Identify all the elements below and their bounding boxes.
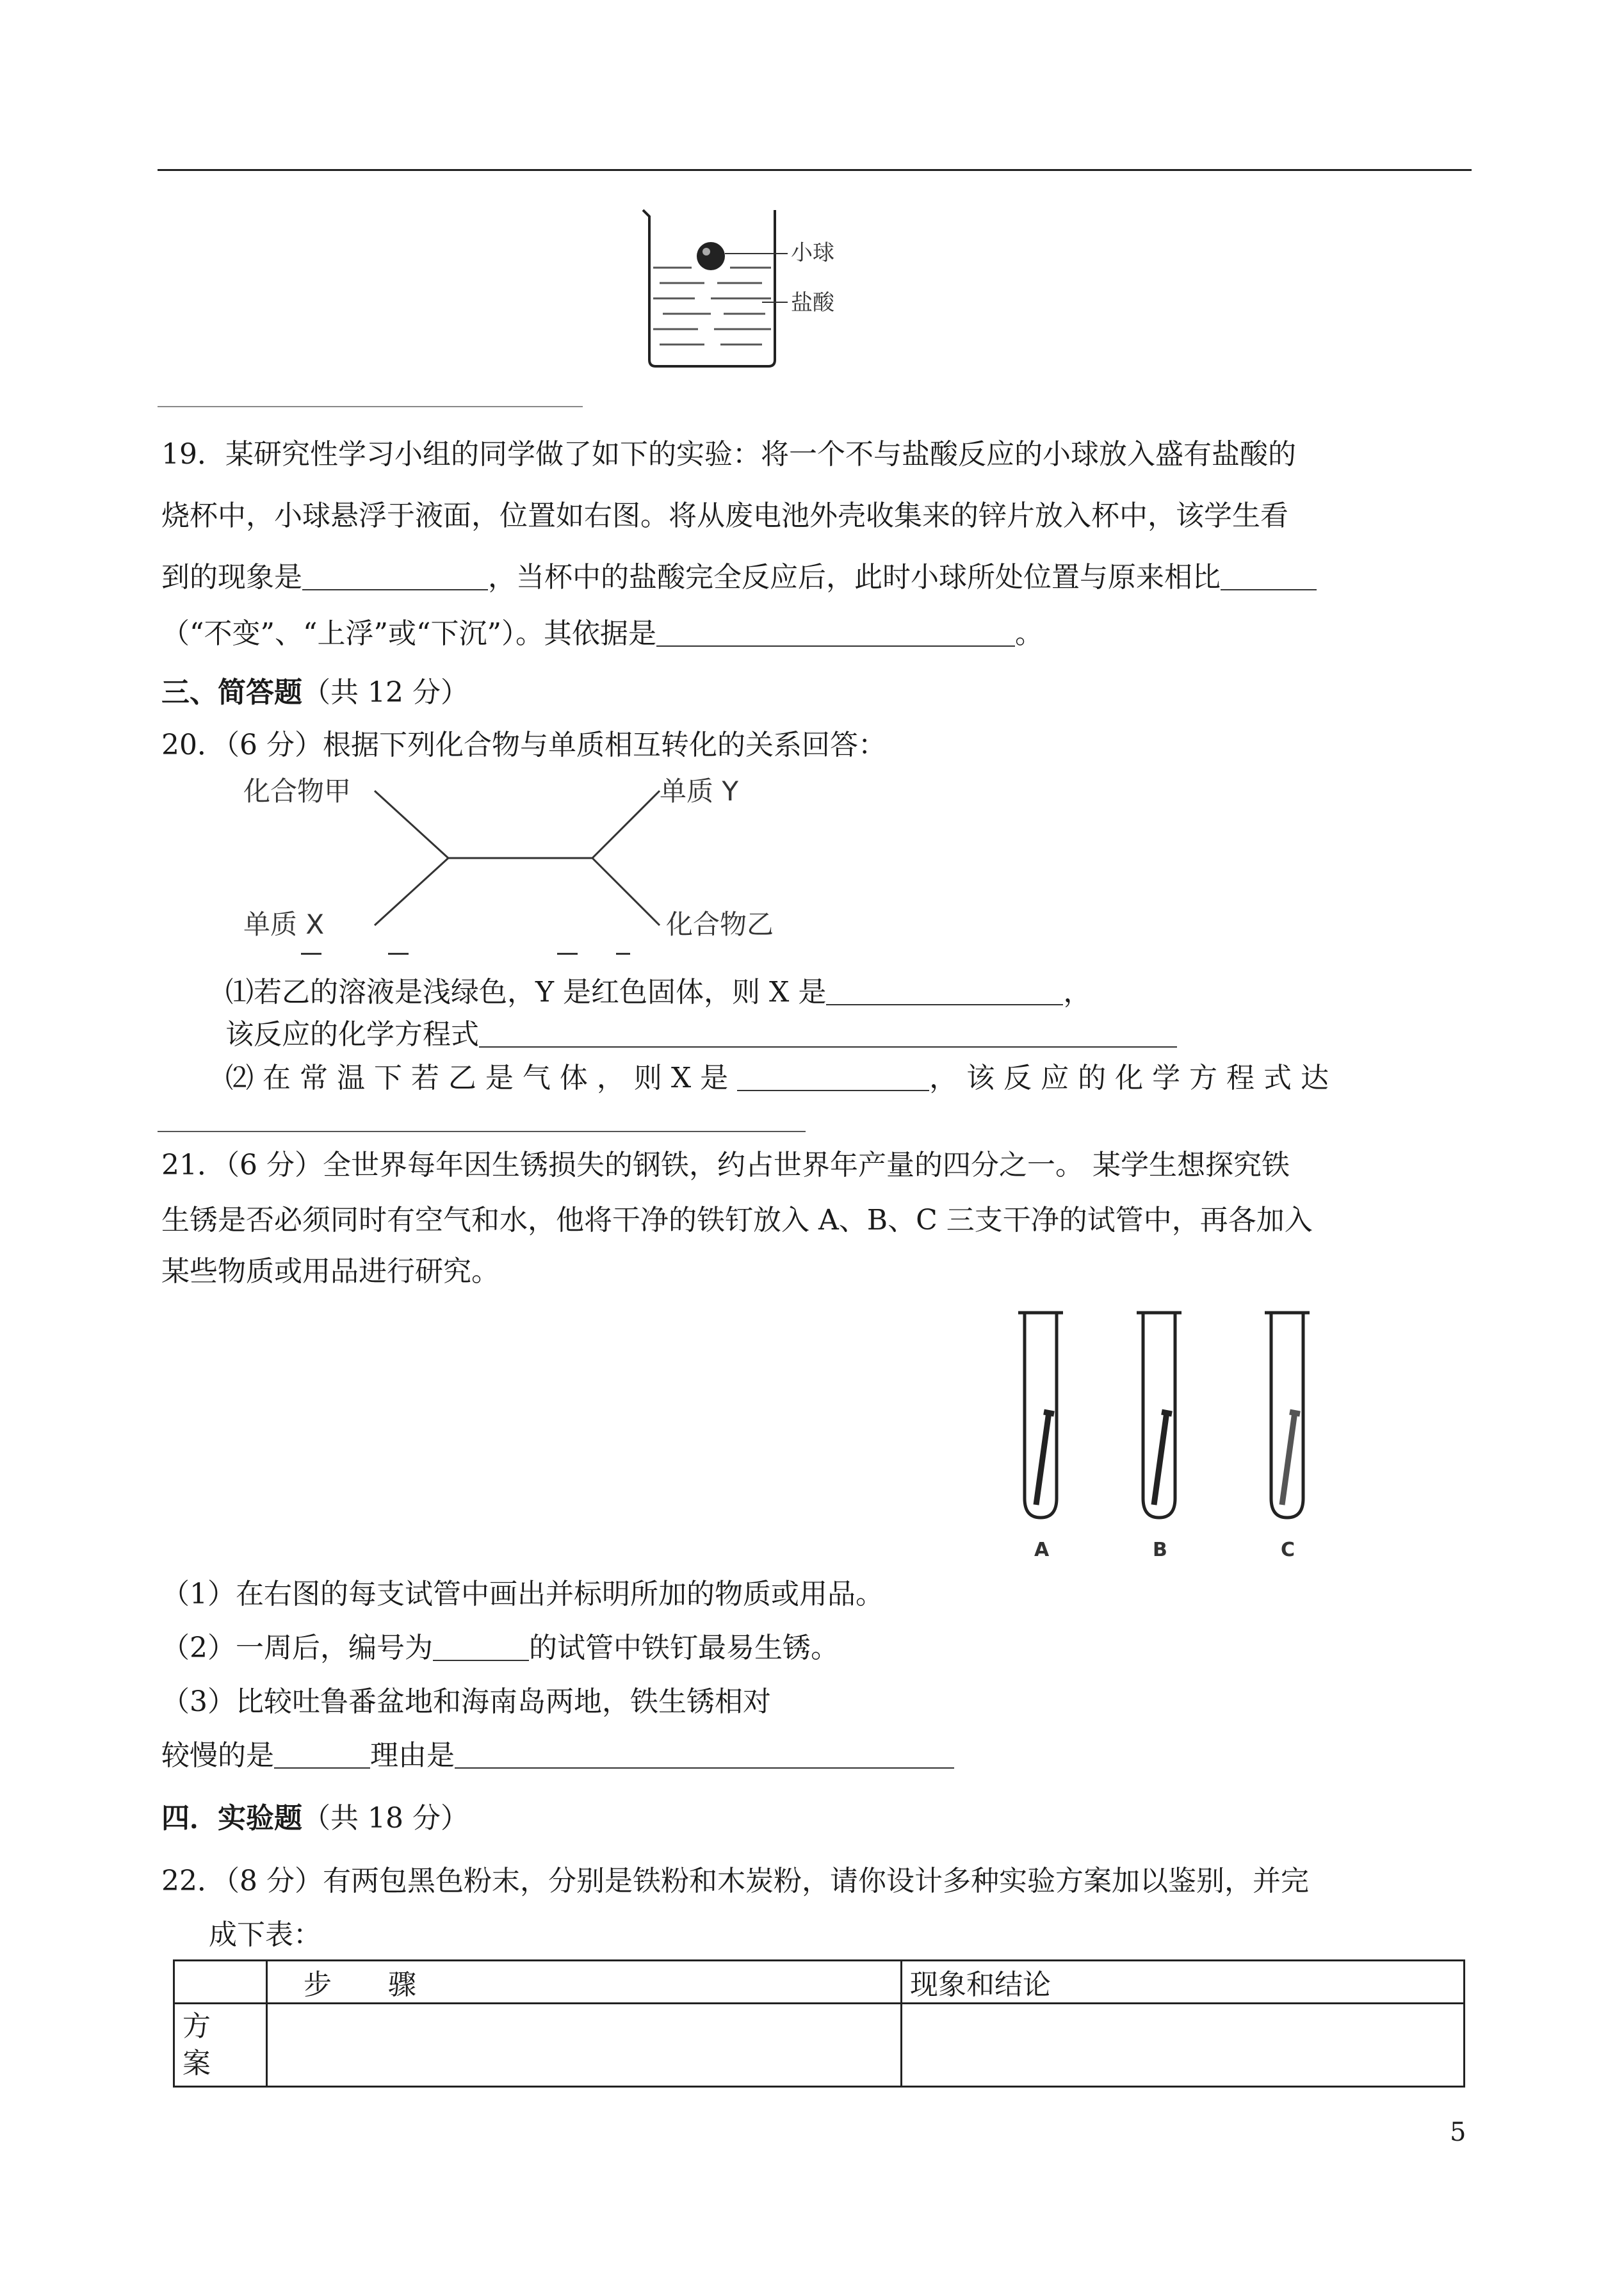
q21-blank-reason[interactable] <box>455 1742 954 1769</box>
q21-blank-place[interactable] <box>274 1742 370 1769</box>
q20-p2-line <box>225 1059 1329 1098</box>
relation-compound-a: 化合物甲 <box>243 775 352 807</box>
table-row-label <box>174 2004 267 2087</box>
section-4-points: （共 18 分） <box>302 1802 469 1835</box>
row-label-part2: 案 <box>183 2047 211 2080</box>
q21-text: 的试管中铁钉最易生锈。 <box>529 1632 839 1664</box>
beaker-ball-label: 小球 <box>791 240 834 266</box>
q19-blank-phenomenon[interactable] <box>302 564 488 590</box>
q20-equation2-rule <box>158 1131 806 1132</box>
q19-text: ，当杯中的盐酸完全反应后，此时小球所处位置与原来相比 <box>488 561 1221 594</box>
q21-sub3: （3）比较吐鲁番盆地和海南岛两地，铁生锈相对 <box>161 1685 771 1718</box>
tube-label-c: C <box>1281 1539 1295 1561</box>
q21-sub1: （1）在右图的每支试管中画出并标明所加的物质或用品。 <box>161 1578 884 1610</box>
page-number: 5 <box>1450 2118 1466 2147</box>
q20-blank-x1[interactable] <box>826 978 1063 1005</box>
q19-text: 。 <box>1014 617 1043 650</box>
q20-text: ， 该 反 应 的 化 学 方 程 式 达 <box>929 1062 1329 1094</box>
relation-element-y: 单质 Y <box>660 775 739 807</box>
plan-table <box>173 1959 1465 2088</box>
table-cell-steps[interactable] <box>267 2004 902 2087</box>
section-3-heading <box>161 674 469 712</box>
q21-sub3-line2 <box>161 1737 954 1775</box>
test-tubes-figure <box>999 1306 1358 1562</box>
relation-lines <box>375 791 660 925</box>
ball <box>697 242 725 270</box>
q21-text: 理由是 <box>370 1739 455 1772</box>
q21-blank-tube[interactable] <box>433 1634 529 1661</box>
q21-text: 较慢的是 <box>161 1739 274 1772</box>
q20-blank-x2[interactable] <box>737 1064 929 1091</box>
beaker-acid-label: 盐酸 <box>791 290 834 316</box>
header-rule <box>158 169 1472 171</box>
q21-line3: 某些物质或用品进行研究。 <box>161 1255 499 1288</box>
beaker-outline <box>643 210 775 366</box>
q20-p1-line2 <box>225 1016 1177 1054</box>
tube-label-a: A <box>1034 1539 1050 1561</box>
table-header-result: 现象和结论 <box>902 1961 1465 2004</box>
q19-line1: 19．某研究性学习小组的同学做了如下的实验：将一个不与盐酸反应的小球放入盛有盐酸的 <box>161 438 1296 471</box>
short-rule <box>158 406 583 407</box>
table-header-steps: 步 骤 <box>267 1961 902 2004</box>
q19-line3 <box>161 558 1317 597</box>
q20-text: 该反应的化学方程式 <box>225 1018 479 1051</box>
table-cell-result[interactable] <box>902 2004 1465 2087</box>
section-3-title: 三、简答题 <box>161 676 302 709</box>
q21-sub2 <box>161 1629 839 1667</box>
relation-compound-b: 化合物乙 <box>666 909 774 940</box>
acid-liquid <box>653 268 771 345</box>
q20-text: ， <box>1063 976 1092 1009</box>
tube-label-b: B <box>1153 1539 1167 1561</box>
q22-line1: 22．（8 分）有两包黑色粉末，分别是铁粉和木炭粉，请你设计多种实验方案加以鉴别，并完 <box>161 1865 1309 1897</box>
q21-text: （2）一周后，编号为 <box>161 1632 433 1664</box>
row-label-part1: 方 <box>183 2009 211 2043</box>
q21-line1: 21．（6 分）全世界每年因生锈损失的钢铁，约占世界年产量的四分之一。 某学生想探究铁 <box>161 1149 1290 1181</box>
q19-line2: 烧杯中，小球悬浮于液面，位置如右图。将从废电池外壳收集来的锌片放入杯中，该学生看 <box>161 499 1288 532</box>
q19-blank-reason[interactable] <box>656 620 1015 647</box>
q19-blank-position[interactable] <box>1221 564 1317 590</box>
q22-line2: 成下表： <box>209 1918 321 1951</box>
relation-element-x: 单质 X <box>243 909 325 940</box>
q19-text: （“不变”、“上浮”或“下沉”）。其依据是 <box>161 617 656 650</box>
section-4-title: 四．实验题 <box>161 1802 302 1835</box>
q20-blank-equation1[interactable] <box>479 1021 1177 1048</box>
beaker-figure <box>634 192 890 378</box>
q21-line2: 生锈是否必须同时有空气和水，他将干净的铁钉放入 A、B、C 三支干净的试管中，再各加入 <box>161 1204 1313 1237</box>
relation-marks <box>301 953 630 955</box>
section-3-points: （共 12 分） <box>302 676 469 709</box>
q19-text: 到的现象是 <box>161 561 302 594</box>
q20-p1-line1 <box>225 973 1091 1012</box>
relation-diagram <box>237 768 800 967</box>
q20-text: ⑴若乙的溶液是浅绿色，Y 是红色固体，则 X 是 <box>225 976 827 1009</box>
section-4-heading <box>161 1799 469 1838</box>
q20-text: ⑵ 在 常 温 下 若 乙 是 气 体 ， 则 X 是 <box>225 1062 729 1094</box>
table-corner-cell <box>174 1961 267 2004</box>
q19-line4 <box>161 615 1043 653</box>
q20-stem: 20．（6 分）根据下列化合物与单质相互转化的关系回答： <box>161 729 886 761</box>
